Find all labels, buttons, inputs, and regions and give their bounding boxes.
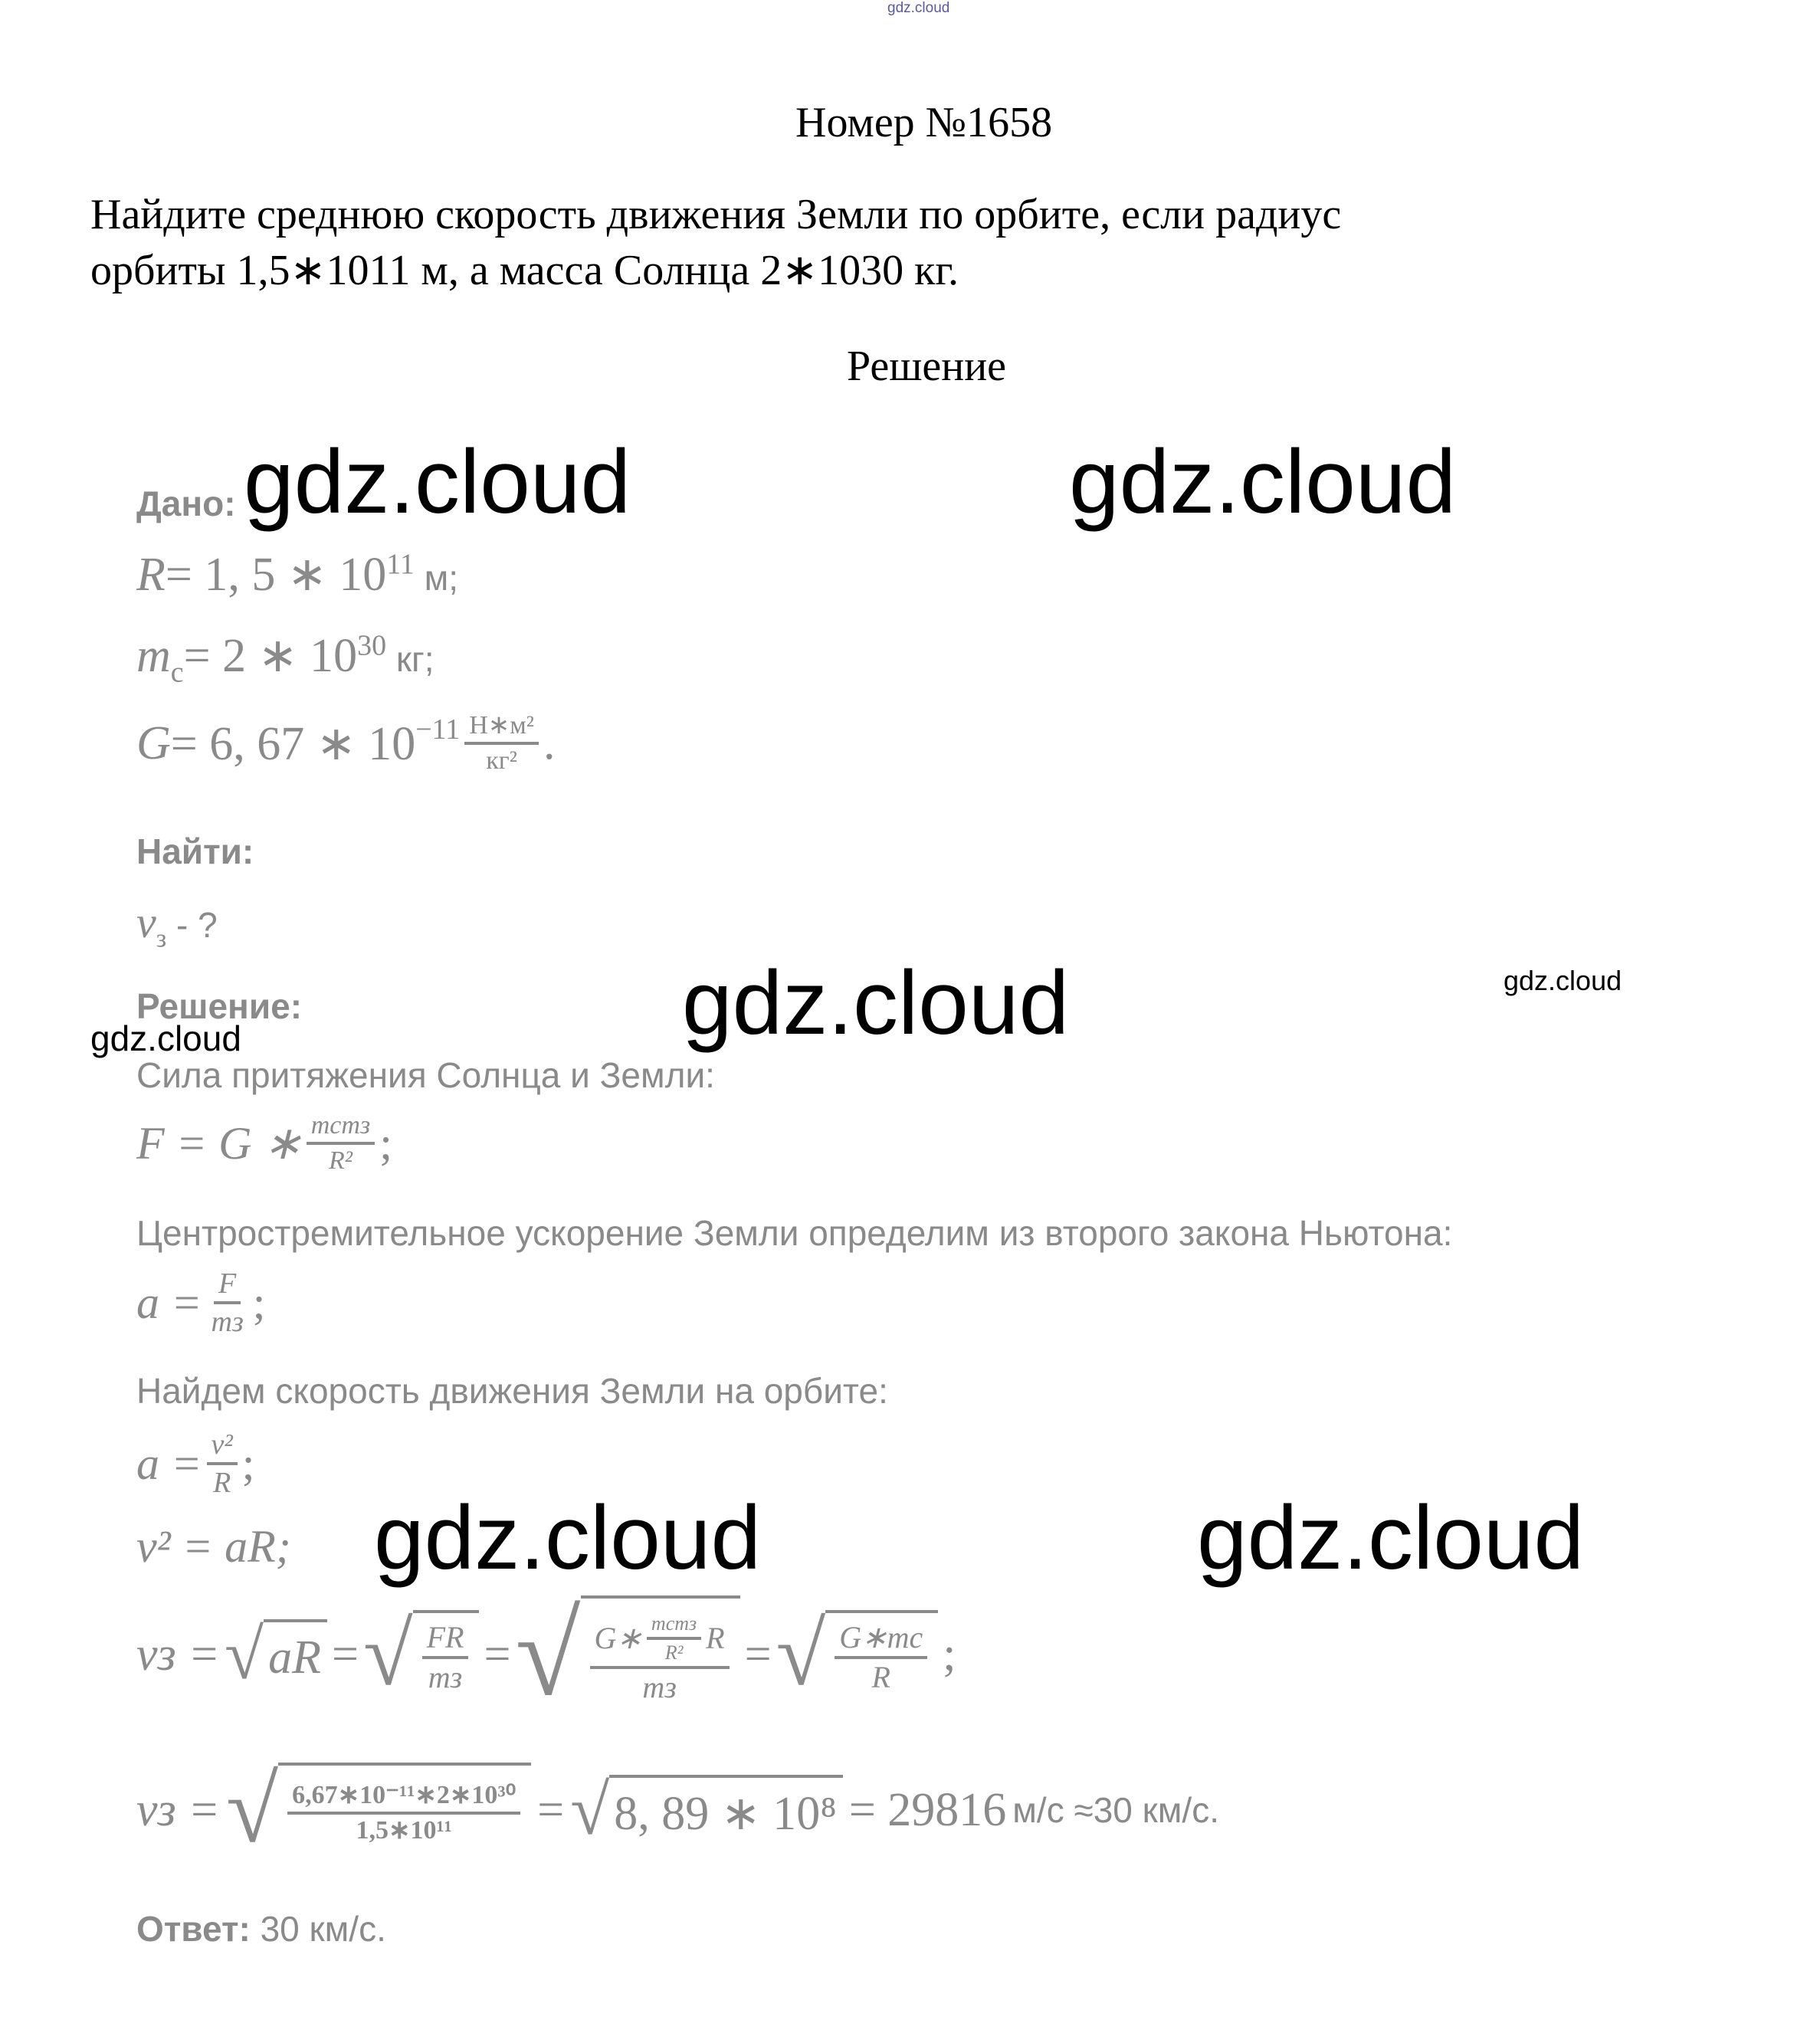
given-mass-lhs: m — [136, 630, 171, 682]
given-radius-eq: = 1, 5 ∗ 10 — [165, 549, 387, 601]
accel-formula — [136, 1269, 265, 1336]
accel-text: Центростремительное ускорение Земли определим из второго закона Ньютона: — [136, 1213, 1453, 1253]
radical-icon: √ — [515, 1589, 581, 1720]
radical-icon: √ — [776, 1604, 826, 1704]
vnum-fraction — [287, 1782, 520, 1844]
given-g-unit-fraction — [464, 713, 539, 774]
vchain-eq2: = — [484, 1628, 511, 1681]
given-radius-lhs: R — [136, 549, 166, 601]
vchain-frac3-den: R — [871, 1660, 890, 1695]
vchain-frac2-num-a: G∗ — [594, 1620, 642, 1655]
force-den: R² — [329, 1146, 353, 1175]
speed1-num: v² — [207, 1430, 238, 1465]
vchain-frac1-den: mз — [428, 1660, 463, 1695]
vchain-frac3-num: G∗mс — [835, 1622, 927, 1659]
given-label: Дано: — [136, 484, 236, 523]
speed1-den: R — [213, 1467, 231, 1499]
given-mass-sub: с — [170, 656, 184, 689]
vnum-den: 1,5∗10¹¹ — [356, 1816, 452, 1845]
page-title: Номер №1658 — [795, 99, 1053, 146]
vchain-root4-body — [825, 1610, 938, 1700]
vchain-root1-body: aR — [264, 1619, 327, 1690]
vchain-eq1: = — [331, 1628, 359, 1681]
vchain-root2-body — [413, 1610, 480, 1700]
find-label: Найти: — [136, 831, 254, 871]
watermark: gdz.cloud — [1197, 1487, 1585, 1589]
watermark: gdz.cloud — [244, 431, 631, 533]
accel-den: mз — [211, 1306, 244, 1338]
solution-label: Решение: — [136, 986, 303, 1026]
speed-formula-1 — [136, 1430, 254, 1497]
given-g-exp: −11 — [415, 713, 461, 746]
given-mass-eq: = 2 ∗ 10 — [183, 630, 358, 682]
vnum-num: 6,67∗10⁻¹¹∗2∗10³⁰ — [287, 1782, 520, 1815]
vnum-root2 — [570, 1770, 843, 1850]
vchain-frac1 — [422, 1622, 469, 1693]
given-radius-exp: 11 — [386, 548, 415, 581]
given-radius-unit: м; — [414, 558, 459, 598]
force-text: Сила притяжения Солнца и Земли: — [136, 1055, 715, 1095]
site-mark-top: gdz.cloud — [887, 0, 950, 16]
force-end: ; — [379, 1117, 392, 1169]
force-num: mсmз — [307, 1113, 375, 1145]
given-g-unit-den: кг² — [486, 746, 517, 775]
vchain-frac2-num — [590, 1614, 730, 1669]
vchain-frac3 — [835, 1622, 927, 1693]
vchain-lhs: vз = — [136, 1628, 221, 1681]
answer-value: 30 км/с. — [250, 1909, 386, 1949]
watermark: gdz.cloud — [1069, 431, 1457, 533]
vchain-eq3: = — [744, 1628, 772, 1681]
vchain-frac2-num-b: R — [706, 1620, 725, 1655]
given-g-eq: = 6, 67 ∗ 10 — [170, 718, 416, 770]
vchain-root3-body — [581, 1595, 740, 1714]
vchain-frac2 — [590, 1614, 730, 1703]
accel-fraction — [207, 1269, 248, 1336]
vchain-root4 — [776, 1604, 939, 1704]
vnum-root2-body: 8, 89 ∗ 10⁸ — [609, 1775, 843, 1846]
vnum-root1-body — [278, 1763, 531, 1858]
vchain-frac2-inner-num: mсmз — [647, 1614, 701, 1640]
vnum-eq1: = — [537, 1783, 565, 1836]
solution-heading: Решение — [847, 343, 1007, 390]
radical-icon: √ — [225, 1615, 264, 1694]
vchain-frac2-inner — [647, 1614, 701, 1663]
velocity-derivation — [136, 1589, 956, 1720]
radical-icon: √ — [362, 1604, 413, 1704]
find-velocity — [136, 897, 218, 954]
vnum-lhs: vз = — [136, 1783, 221, 1836]
vchain-end: ; — [943, 1628, 956, 1681]
speed1-end: ; — [241, 1438, 255, 1489]
watermark: gdz.cloud — [374, 1487, 762, 1589]
given-g-unit-num: Н∗м² — [464, 713, 539, 745]
watermark: gdz.cloud — [682, 953, 1070, 1054]
given-mass — [136, 627, 435, 689]
vnum-unit: м/с ≈30 км/с. — [1012, 1790, 1219, 1830]
given-g-lhs: G — [136, 717, 171, 769]
watermark: gdz.cloud — [1504, 965, 1622, 996]
given-mass-unit: кг; — [386, 639, 435, 679]
speed1-fraction — [207, 1430, 238, 1497]
vchain-root3 — [515, 1589, 739, 1720]
vchain-root2 — [362, 1604, 480, 1704]
find-v-sub: з — [156, 924, 167, 953]
given-mass-exp: 30 — [357, 629, 387, 662]
given-gravity-constant — [136, 713, 556, 774]
force-lhs: F = G ∗ — [136, 1118, 302, 1169]
force-formula — [136, 1113, 392, 1174]
speed1-lhs: a = — [136, 1438, 202, 1489]
vchain-frac2-den: mз — [642, 1669, 677, 1704]
answer — [136, 1908, 386, 1950]
given-g-end: . — [543, 717, 556, 769]
accel-lhs: a = — [136, 1277, 202, 1328]
vchain-frac1-num: FR — [422, 1622, 469, 1659]
watermark: gdz.cloud — [90, 1018, 241, 1058]
given-radius — [136, 546, 458, 602]
accel-end: ; — [252, 1277, 266, 1328]
find-v: v — [136, 897, 156, 947]
radical-icon: √ — [226, 1757, 279, 1862]
radical-icon: √ — [570, 1770, 610, 1850]
force-fraction — [307, 1113, 375, 1174]
vchain-frac2-inner-den: R² — [664, 1641, 684, 1664]
velocity-numeric — [136, 1757, 1219, 1862]
vnum-eq2: = 29816 — [848, 1783, 1007, 1836]
vchain-root1 — [225, 1615, 327, 1694]
speed-formula-2: v² = aR; — [136, 1521, 291, 1572]
problem-text-line1: Найдите среднюю скорость движения Земли по орбите, если радиус — [90, 191, 1342, 238]
find-v-rest: - ? — [166, 905, 218, 945]
speed-text: Найдем скорость движения Земли на орбите: — [136, 1371, 888, 1411]
answer-label: Ответ: — [136, 1909, 251, 1949]
accel-num: F — [214, 1269, 241, 1304]
vnum-root1 — [226, 1757, 531, 1862]
problem-text-line2: орбиты 1,5∗1011 м, а масса Солнца 2∗1030 кг. — [90, 247, 959, 294]
